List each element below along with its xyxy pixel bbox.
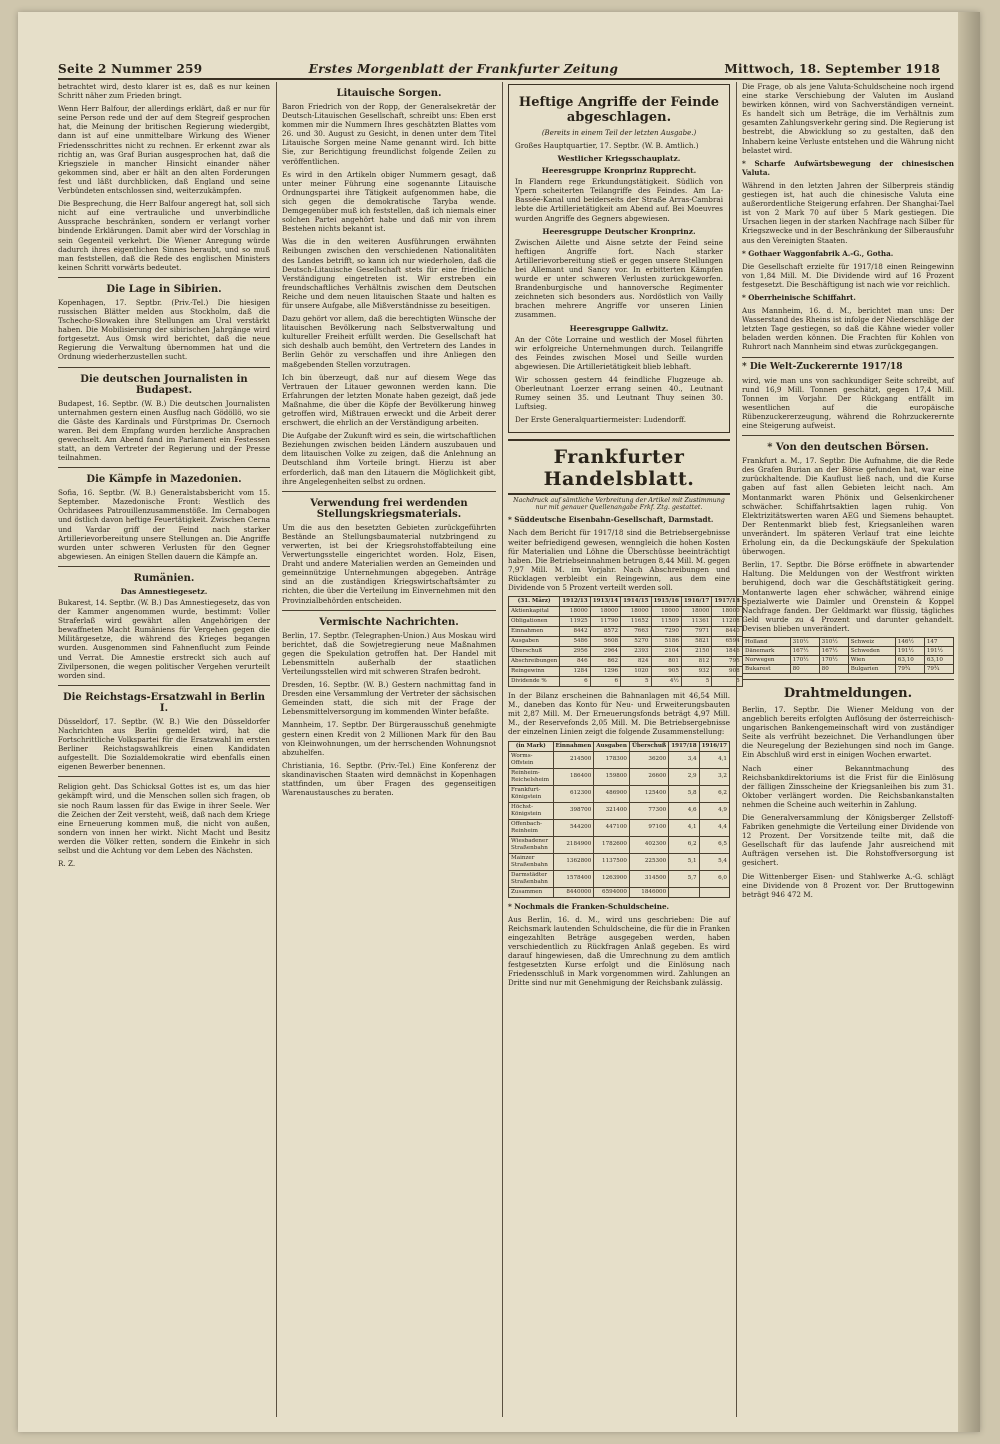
table-cell: 6 (590, 677, 620, 687)
paragraph: Christiania, 16. Septbr. (Priv.-Tel.) Eine Konferenz der skandinavischen Staaten wird demnächst in Kopenhagen stattfinden, um über Fragen des gegenseitigen Warenaustausches zu beraten. (282, 760, 496, 798)
table-cell: 26600 (629, 768, 668, 785)
report-signature: Der Erste Generalquartiermeister: Ludendorff. (515, 415, 686, 425)
page-number: Seite 2 Nummer 259 (58, 62, 203, 76)
table-cell: 486900 (594, 785, 630, 802)
paragraph: Düsseldorf, 17. Septbr. (W. B.) Wie den Düsseldorfer Nachrichten aus Berlin gemeldet wird, hat die Fortschrittliche Volkspartei für die Ersatzwahl im ersten Berliner Reichstagswahlkreis einen Kandidaten aufgestellt. Die Sozialdemokratie wird ebenfalls einen eigenen Bewerber benennen. (58, 716, 270, 772)
table-cell: Abschreibungen (509, 657, 560, 667)
table-cell: 147 (924, 637, 953, 646)
table-cell: 2104 (651, 647, 681, 657)
table-cell: 4,1 (669, 819, 699, 836)
column-rule (502, 82, 503, 1417)
subheadline-amnesty: Das Amnestiegesetz. (120, 586, 208, 596)
table-cell: 225300 (629, 853, 668, 870)
table-cell: 3,2 (699, 768, 729, 785)
masthead-rule (58, 78, 940, 80)
table-header: Ausgaben (594, 741, 630, 751)
paragraph: Dazu gehört vor allem, daß die berechtigten Wünsche der litauischen Bevölkerung nach Selbstverwaltung und kultureller Freiheit erfüllt werden. Die Gesellschaft hat sich deshalb auch bemüht, den Vertretern des Landes in Berlin Gehör zu verschaffen und ihre Anliegen den maßgebenden Stellen vorzutragen. (282, 314, 496, 369)
headline-misc: Vermischte Nachrichten. (319, 616, 459, 628)
table-cell: 612300 (553, 785, 594, 802)
table-cell: 178300 (594, 751, 630, 768)
table-cell: 6,2 (669, 836, 699, 853)
newspaper-name: Erstes Morgenblatt der Frankfurter Zeitung (308, 62, 619, 76)
paragraph: Die Wittenberger Eisen- und Stahlwerke A.-G. schlägt eine Dividende von 8 Prozent vor. Der Bruttogewinn beträgt 946 472 M. (742, 871, 954, 899)
table-cell: 1137500 (594, 853, 630, 870)
table-cell: 79¾ (924, 664, 953, 673)
table-cell: 5270 (621, 637, 651, 647)
table-cell: 846 (560, 657, 590, 667)
table-cell: 18000 (560, 607, 590, 617)
table-cell: 932 (681, 667, 711, 677)
dateline: Großes Hauptquartier, 17. Septbr. (W. B. Amtlich.) (515, 141, 699, 151)
divider (282, 491, 496, 492)
table-cell: 908 (712, 667, 742, 677)
table-row (509, 836, 730, 853)
table-cell: 146½ (895, 637, 924, 646)
table-header: 1913/14 (590, 597, 620, 607)
table-cell: 8440 (712, 627, 742, 637)
divider (58, 566, 270, 567)
table-cell: Aktienkapital (509, 607, 560, 617)
paragraph: Die Gesellschaft erzielte für 1917/18 einen Reingewinn von 1,84 Mill. M. Die Dividende wird auf 16 Prozent festgesetzt. Die Beschäftigung ist nach wie vor reichlich. (742, 261, 954, 289)
paragraph: Berlin, 17. Septbr. Die Wiener Meldung von der angeblich bereits erfolgten Auflösung der österreichisch-ungarischen Bankengemeinschaft wird von zuständiger Seite als verfrüht bezeichnet. Die Verhandlungen über die Neuregelung der Beziehungen sind noch im Gange. Ein Abschluß wird erst in einigen Wochen erwartet. (742, 704, 954, 760)
table-cell: 1846 (712, 647, 742, 657)
paragraph: wird, wie man uns von sachkundiger Seite schreibt, auf rund 16,9 Mill. Tonnen geschätzt, gegen 17,4 Mill. Tonnen im Vorjahr. Der Rückgang entfällt im wesentlichen auf die europäische Rübenzuckererzeugung, während die Rohrzuckerernte eine Steigerung aufweist. (742, 375, 954, 431)
table-cell: 63,10 (924, 655, 953, 664)
table-cell: Höchst-Königstein (509, 802, 554, 819)
divider (58, 685, 270, 686)
headline-attacks: Heftige Angriffe der Feinde abgeschlagen. (518, 95, 720, 125)
headline-reichstag: Die Reichstags-Ersatzwahl in Berlin I. (62, 691, 266, 714)
table-cell: 8572 (590, 627, 620, 637)
table-row (509, 819, 730, 836)
army-group: Heeresgruppe Gallwitz. (569, 323, 669, 333)
table-cell: 18000 (681, 607, 711, 617)
table-row (743, 655, 954, 664)
table-cell: 2393 (621, 647, 651, 657)
table-cell: 191½ (895, 646, 924, 655)
table-cell: 7971 (681, 627, 711, 637)
headline-gotha: * Gothaer Waggonfabrik A.-G., Gotha. (742, 248, 894, 258)
paragraph: Wir schossen gestern 44 feindliche Flugzeuge ab. Oberleutnant Loerzer errang seinen 40., Leutnant Rumey seinen 35. und Leutnant Thuy seinen 30. Luftsieg. (515, 374, 723, 412)
column-2 (282, 82, 496, 1417)
column-rule (736, 82, 737, 1417)
table-cell: Reinheim-Reichelsheim (509, 768, 554, 785)
table-cell: 18000 (712, 607, 742, 617)
table-cell: Reingewinn (509, 667, 560, 677)
table-header: 1917/18 (712, 597, 742, 607)
table-cell: 3,4 (669, 751, 699, 768)
table-row (509, 617, 743, 627)
headline-materials: Verwendung frei werdenden Stellungskriegsmaterials. (310, 497, 468, 520)
divider (58, 367, 270, 368)
table-cell: 310½ (819, 637, 848, 646)
table-cell: 544200 (553, 819, 594, 836)
table-cell: 398700 (553, 802, 594, 819)
column-1 (58, 82, 270, 1417)
table-cell: Bukarest (743, 664, 791, 673)
table-cell: 80 (819, 664, 848, 673)
paragraph: Aus Berlin, 16. d. M., wird uns geschrieben: Die auf Reichsmark lautenden Schuldscheine, die für die in Franken eingezahlten Beträge ausgegeben werden, haben verschiedentlich zu Rückfragen Anlaß gegeben. Es wird darauf hingewiesen, daß die Umrechnung zu dem amtlich festgesetzten Kurse erfolgt und die Einlösung nach Friedensschluß in Mark vorgenommen wird. Zahlungen an Dritte sind nur mit Genehmigung der Reichsbank zulässig. (508, 914, 730, 988)
table-row (509, 637, 743, 647)
paragraph: Was die in den weiteren Ausführungen erwähnten Reibungen zwischen den verschiedenen Nationalitäten des Landes betrifft, so kann ich nur wiederholen, daß die Deutsch-Litauische Gesellschaft stets für eine friedliche Verständigung eingetreten ist. Wir erstreben ein freundschaftliches Verhältnis zwischen dem Deutschen Reiche und dem neuen litauischen Staate und halten es für unsere Aufgabe, alle Mißverständnisse zu beseitigen. (282, 237, 496, 310)
table-cell: 5,8 (669, 785, 699, 802)
table-cell: 5486 (560, 637, 590, 647)
table-cell: 63,10 (895, 655, 924, 664)
divider (742, 435, 954, 436)
table-cell: 6594 (712, 637, 742, 647)
table-cell: 5,4 (699, 853, 729, 870)
table-cell: 812 (681, 657, 711, 667)
table-cell: 447100 (594, 819, 630, 836)
table-cell: Überschuß (509, 647, 560, 657)
table-cell: 6,2 (699, 785, 729, 802)
table-cell: 4,1 (699, 751, 729, 768)
railway-results-table (508, 596, 743, 687)
headline-china: * Scharfe Aufwärtsbewegung der chinesischen Valuta. (742, 158, 954, 177)
table-cell: 6 (560, 677, 590, 687)
table-cell: Einnahmen (509, 627, 560, 637)
table-cell (669, 887, 699, 897)
paragraph: Baron Friedrich von der Ropp, der Generalsekretär der Deutsch-Litauischen Gesellschaft, schreibt uns: Eben erst kommen mir die Nummern Ihres geschätzten Blattes vom 26. und 30. August zu Gesicht, in denen unter dem Titel Litauische Sorgen meine Name genannt wird. Ich bitte Sie, zur Berichtigung freundlichst folgende Zeilen zu veröffentlichen. (282, 102, 496, 166)
table-row (509, 802, 730, 819)
column-3 (508, 82, 740, 1417)
table-cell: 2184900 (553, 836, 594, 853)
table-cell: 11652 (621, 617, 651, 627)
table-cell: 5 (712, 677, 742, 687)
divider (742, 357, 954, 358)
table-cell: 321400 (594, 802, 630, 819)
table-cell: 5608 (590, 637, 620, 647)
table-cell: Schweiz (848, 637, 895, 646)
headline-western-front: Westlicher Kriegsschauplatz. (557, 154, 681, 164)
table-header: Überschuß (629, 741, 668, 751)
column-rule (276, 82, 277, 1417)
table-cell: 1020 (621, 667, 651, 677)
table-cell: Worms-Offstein (509, 751, 554, 768)
table-cell: 5821 (681, 637, 711, 647)
table-cell: 11790 (590, 617, 620, 627)
table-cell: 18000 (590, 607, 620, 617)
paragraph: Die Frage, ob als jene Valuta-Schuldscheine noch irgend eine starke Verschiebung der Valuten im Ausland bewirken können, wird von Sachverständigen verneint. Es handelt sich um Beträge, die im Verhältnis zum gesamten Zahlungsverkehr gering sind. Die Regierung ist bestrebt, die Abwicklung so zu gestalten, daß den Inhabern keine Verluste entstehen und die Währung nicht belastet wird. (742, 82, 954, 155)
paragraph: Bukarest, 14. Septbr. (W. B.) Das Amnestiegesetz, das von der Kammer angenommen wurde, bestimmt: Voller Straferlaß wird gewährt allen Angehörigen der bewaffneten Macht Rumäniens für Vergehen gegen die Militärgesetze, die während des Krieges begangen wurden. Ausgenommen sind Fahnenflucht zum Feinde und Verrat. Die Amnestie erstreckt sich auch auf Zivilpersonen, die wegen politischer Vergehen verurteilt worden sind. (58, 597, 270, 680)
table-cell: 7663 (621, 627, 651, 637)
table-cell: 167½ (790, 646, 819, 655)
paragraph: Ich bin überzeugt, daß nur auf diesem Wege das Vertrauen der Litauer gewonnen werden kann. Die Erfahrungen der letzten Monate haben gezeigt, daß jede Maßnahme, die über die Köpfe der Bevölkerung hinweg getroffen wird, Mißtrauen erweckt und die Arbeit derer erschwert, die ehrlich an der Verständigung arbeiten. (282, 372, 496, 428)
table-cell: 5,1 (669, 853, 699, 870)
table-cell: 4,4 (699, 819, 729, 836)
page-edge (958, 12, 980, 1432)
paragraph: Die Aufgabe der Zukunft wird es sein, die wirtschaftlichen Beziehungen zwischen beiden Ländern auszubauen und dem litauischen Volke zu zeigen, daß die Anlehnung an Deutschland ihm Vorteile bringt. Hierzu ist aber erforderlich, daß man den Litauern die Möglichkeit gibt, ihre Angelegenheiten selbst zu ordnen. (282, 431, 496, 486)
table-cell: 310½ (790, 637, 819, 646)
table-cell: 6,0 (699, 870, 729, 887)
table-cell: 97100 (629, 819, 668, 836)
table-cell: 186400 (553, 768, 594, 785)
table-cell: Ausgaben (509, 637, 560, 647)
table-row (743, 637, 954, 646)
table-cell: 159800 (594, 768, 630, 785)
table-cell: 2150 (681, 647, 711, 657)
paragraph: An der Côte Lorraine und westlich der Mosel führten wir erfolgreiche Unternehmungen durch. Teilangriffe des Feindes zwischen Mosel und Seille wurden abgewiesen. Die Artillerietätigkeit blieb lebhaft. (515, 334, 723, 371)
paragraph: Sofia, 16. Septbr. (W. B.) Generalstabsbericht vom 15. September. Mazedonische Front: Westlich des Ochridasees Patrouillenzusammenstöße. Im Cernabogen und östlich davon heftige Feuertätigkeit. Zwischen Cerna und Vardar griff der Feind nach starker Artillerievorbereitung unsere Stellungen an. Die Angriffe wurden unter schweren Verlusten für den Gegner abgewiesen. An einigen Stellen dauern die Kämpfe an. (58, 488, 270, 561)
paragraph: Berlin, 17. Septbr. (Telegraphen-Union.) Aus Moskau wird berichtet, daß die Sowjetregierung neue Maßnahmen gegen die Spekulation getroffen hat. Der Handel mit Lebensmitteln außerhalb der staatlichen Verteilungsstellen wird mit schweren Strafen bedroht. (282, 630, 496, 676)
table-row (509, 607, 743, 617)
masthead (58, 58, 940, 76)
table-cell: 79¾ (895, 664, 924, 673)
table-cell: Schweden (848, 646, 895, 655)
headline-franc: * Nochmals die Franken-Schuldscheine. (508, 901, 670, 911)
table-cell: 11208 (712, 617, 742, 627)
table-cell: 7290 (651, 627, 681, 637)
table-cell: 6,5 (699, 836, 729, 853)
article-continuation: betrachtet wird, desto klarer ist es, daß es nur keinen Schritt näher zum Frieden bringt. (58, 82, 270, 101)
paragraph: Mannheim, 17. Septbr. Der Bürgerausschuß genehmigte gestern einen Kredit von 2 Millionen Mark für den Bau von Kleinwohnungen, um der herrschenden Wohnungsnot abzuhelfen. (282, 720, 496, 757)
paragraph: Aus Mannheim, 16. d. M., berichtet man uns: Der Wasserstand des Rheins ist infolge der Niederschläge der letzten Tage gestiegen, so daß die Kähne wieder voller beladen werden können. Die Frachten für Kohlen von Ruhrort nach Mannheim sind etwas zurückgegangen. (742, 306, 954, 352)
table-cell: 11361 (681, 617, 711, 627)
table-cell: 801 (651, 657, 681, 667)
headline-macedonia: Die Kämpfe in Mazedonien. (86, 474, 242, 486)
headline-sugar: * Die Welt-Zuckerernte 1917/18 (742, 361, 903, 372)
table-cell: 1362800 (553, 853, 594, 870)
headline-wire: Drahtmeldungen. (783, 685, 913, 701)
table-header: (31. März) (509, 597, 560, 607)
table-row (509, 657, 743, 667)
table-cell (699, 887, 729, 897)
paragraph: Berlin, 17. Septbr. Die Börse eröffnete in abwartender Haltung. Die Meldungen von der Westfront wirkten beruhigend, doch war die Geschäftstätigkeit gering. Montanwerte lagen eher schwächer, während einige Spezialwerte wie Daimler und Orenstein & Koppel Nachfrage fanden. Der Geldmarkt war flüssig, tägliches Geld wurde zu 4 Prozent und darunter gehandelt. Devisen blieben unverändert. (742, 560, 954, 633)
table-cell: 795 (712, 657, 742, 667)
table-cell: Holland (743, 637, 791, 646)
headline-railway: * Süddeutsche Eisenbahn-Gesellschaft, Darmstadt. (508, 515, 714, 525)
table-header: 1914/15 (621, 597, 651, 607)
table-cell: Zusammen (509, 887, 554, 897)
table-cell: 170½ (819, 655, 848, 664)
table-cell: 1296 (590, 667, 620, 677)
paragraph: Frankfurt a. M., 17. Septbr. Die Aufnahme, die die Rede des Grafen Burian an der Börse gefunden hat, war eine zurückhaltende. Die Kauflust ließ nach, und die Kurse gaben auf fast allen Gebieten leicht nach. Am Montanmarkt waren Phönix und Gelsenkirchener schwächer. Schiffahrtsaktien lagen ruhig. Von Elektrizitätswerten waren AEG und Siemens behauptet. Der Rentenmarkt blieb fest, Kriegsanleihen waren unverändert. Im späteren Verlauf trat eine leichte Erholung ein, da die Deckungskäufe der Spekulation überwogen. (742, 456, 954, 557)
table-cell: 314500 (629, 870, 668, 887)
table-header: (in Mark) (509, 741, 554, 751)
table-cell: 1846000 (629, 887, 668, 897)
table-row (509, 751, 730, 768)
headline-rhine: * Oberrheinische Schiffahrt. (742, 292, 856, 302)
table-row (509, 677, 743, 687)
table-cell: 125400 (629, 785, 668, 802)
table-row (509, 853, 730, 870)
table-cell: 170½ (790, 655, 819, 664)
table-cell: 36200 (629, 751, 668, 768)
newspaper-page (18, 12, 980, 1432)
table-header: 1915/16 (651, 597, 681, 607)
divider (58, 776, 270, 777)
table-cell: 5186 (651, 637, 681, 647)
table-row (509, 870, 730, 887)
army-group: Heeresgruppe Kronprinz Rupprecht. (541, 166, 697, 176)
table-cell: 18000 (621, 607, 651, 617)
paragraph: Nach einer Bekanntmachung des Reichsbankdirektoriums ist die Frist für die Einlösung der fälligen Zinsscheine der Kriegsanleihen bis zum 31. Oktober verlängert worden. Die Reichsbankanstalten nehmen die Scheine auch weiterhin in Zahlung. (742, 763, 954, 809)
table-cell: 2964 (590, 647, 620, 657)
section-banner: Frankfurter Handelsblatt. (508, 439, 730, 495)
paragraph: Die Generalversammlung der Königsberger Zellstoff-Fabriken genehmigte die Verteilung einer Dividende von 12 Prozent. Der Vorsitzende teilte mit, daß die Gesellschaft für das laufende Jahr ausreichend mit Aufträgen versehen ist. Die Rohstoffversorgung ist gesichert. (742, 813, 954, 868)
paragraph: Um die aus den besetzten Gebieten zurückgeführten Bestände an Stellungsbaumaterial nutzbringend zu verwerten, ist bei der Kriegsrohstoffabteilung eine Verwertungsstelle eingerichtet worden. Holz, Eisen, Draht und andere Materialien werden an Gemeinden und gemeinnützige Unternehmungen abgegeben. Anträge sind an die zuständigen Kriegswirtschaftsämter zu richten, die über die Verteilung im Einvernehmen mit den Provinzialbehörden entscheiden. (282, 522, 496, 605)
banner-note: Nachdruck auf sämtliche Verbreitung der Artikel mit Zustimmung nur mit genauer Quellenangabe Frkf. Ztg. gestattet. (513, 497, 725, 512)
table-cell: 214500 (553, 751, 594, 768)
table-cell: Dividende % (509, 677, 560, 687)
divider (742, 679, 954, 680)
table-cell: 18000 (651, 607, 681, 617)
signature: R. Z. (58, 859, 76, 869)
table-cell: 77300 (629, 802, 668, 819)
subheadline: (Bereits in einem Teil der letzten Ausgabe.) (541, 129, 697, 137)
army-group: Heeresgruppe Deutscher Kronprinz. (542, 226, 696, 236)
table-cell: 80 (790, 664, 819, 673)
headline-lithuania: Litauische Sorgen. (336, 88, 442, 99)
column-4 (742, 82, 954, 1417)
table-cell: Offenbach-Reinheim (509, 819, 554, 836)
table-cell: 4,9 (699, 802, 729, 819)
table-cell: 1263900 (594, 870, 630, 887)
table-cell: 8440000 (553, 887, 594, 897)
table-cell: 905 (651, 667, 681, 677)
table-cell: 1578400 (553, 870, 594, 887)
table-row (509, 647, 743, 657)
table-cell: 5,7 (669, 870, 699, 887)
table-cell: 5 (681, 677, 711, 687)
issue-date: Mittwoch, 18. September 1918 (724, 62, 940, 76)
table-header: 1917/18 (669, 741, 699, 751)
table-cell: 402300 (629, 836, 668, 853)
table-row (509, 785, 730, 802)
table-cell: 1284 (560, 667, 590, 677)
headline-siberia: Die Lage in Sibirien. (106, 283, 222, 295)
paragraph: In der Bilanz erscheinen die Bahnanlagen mit 46,54 Mill. M., daneben das Konto für Neu- und Erweiterungsbauten mit 2,87 Mill. M. Der Erneuerungsfonds beträgt 4,97 Mill. M., der Reservefonds 2,05 Mill. M. Die Betriebsergebnisse der einzelnen Linien zeigt die folgende Zusammenstellung: (508, 691, 730, 737)
table-header: 1916/17 (681, 597, 711, 607)
table-row (509, 768, 730, 785)
paragraph: Wenn Herr Balfour, der allerdings erklärt, daß er nur für seine Person rede und der auf dem Stegreif gesprochen hat, die Meinung der britischen Regierung wiedergibt, dann ist auf eine unmittelbare Wirkung des Wiener Friedensschrittes nicht zu rechnen. Er erkennt zwar als richtig an, was Graf Burian ausgesprochen hat, daß die Kriegsziele in mancher Hinsicht einander näher gekommen sind, aber er hält an den alten Forderungen fest und läßt durchblicken, daß England und seine Verbündeten entschlossen sind, weiterzukämpfen. (58, 104, 270, 196)
table-cell: 1782600 (594, 836, 630, 853)
table-cell: 2956 (560, 647, 590, 657)
paragraph: In Flandern rege Erkundungstätigkeit. Südlich von Ypern scheiterten Teilangriffe des Feindes. Am La-Bassée-Kanal und beiderseits der Straße Arras-Cambrai lebte die Artillerietätigkeit am Abend auf. Bei Moeuvres wurden Angriffe des Gegners abgewiesen. (515, 177, 723, 223)
table-cell: Dänemark (743, 646, 791, 655)
paragraph: Die Besprechung, die Herr Balfour angeregt hat, soll sich nicht auf eine vertrauliche und unverbindliche Aussprache beschränken, sondern er verlangt vorher bindende Erklärungen. Damit aber wird der Vorschlag in sein Gegenteil verkehrt. Die Wiener Anregung würde dadurch ihres eigentlichen Sinnes beraubt, und so muß man feststellen, daß die Rede des englischen Ministers keinen Schritt vorwärts bedeutet. (58, 199, 270, 272)
headline-romania: Rumänien. (133, 572, 195, 584)
table-row (509, 627, 743, 637)
paragraph: Religion geht. Das Schicksal Gottes ist es, um das hier gekämpft wird, und die Menschen sollen sich fragen, ob sie noch Raum lassen für das Ewige in ihrer Seele. Wer die Zeichen der Zeit versteht, weiß, daß nach dem Kriege eine Erneuerung kommen muß, die nicht von außen, sondern von innen her wirkt. Nicht Macht und Besitz werden die Völker retten, sondern die Einkehr in sich selbst und die Achtung vor dem Leben des Nächsten. (58, 782, 270, 855)
table-cell: 4,6 (669, 802, 699, 819)
paragraph: Dresden, 16. Septbr. (W. B.) Gestern nachmittag fand in Dresden eine Versammlung der Vertreter der sächsischen Gemeinden statt, die sich mit der Frage der Lebensmittelversorgung im kommenden Winter befaßte. (282, 680, 496, 717)
table-header: 1912/13 (560, 597, 590, 607)
table-header: 1916/17 (699, 741, 729, 751)
table-row (743, 646, 954, 655)
table-cell: 11925 (560, 617, 590, 627)
table-cell: Frankfurt-Königstein (509, 785, 554, 802)
table-cell: Obligationen (509, 617, 560, 627)
headline-exchange: * Von den deutschen Börsen. (767, 442, 929, 454)
table-row (743, 664, 954, 673)
divider (282, 610, 496, 611)
table-cell: 6594000 (594, 887, 630, 897)
table-cell: 4½ (651, 677, 681, 687)
table-cell: Wiesbadener Straßenbahn (509, 836, 554, 853)
paragraph: Es wird in den Artikeln obiger Nummern gesagt, daß unter meiner Führung eine sogenannte Litauische Ordnungspartei ihre Tätigkeit aufgenommen habe, die sich gegen die demokratische Taryba wende. Demgegenüber muß ich feststellen, daß ich niemals einer solchen Partei angehört habe und daß mir von ihrem Bestehen nichts bekannt ist. (282, 169, 496, 234)
table-cell: Norwegen (743, 655, 791, 664)
table-cell: 824 (621, 657, 651, 667)
table-cell: 5 (621, 677, 651, 687)
table-cell: 167½ (819, 646, 848, 655)
railway-lines-table (508, 741, 730, 898)
paragraph: Budapest, 16. Septbr. (W. B.) Die deutschen Journalisten unternahmen gestern einen Ausflug nach Gödöllö, wo sie die Gäste des Kardinals und Fürstprimas Dr. Csernoch waren. Bei dem Empfang wurden herzliche Ansprachen gewechselt. Am Abend fand im Parlament ein Festessen statt, an dem Vertreter der Regierung und der Presse teilnahmen. (58, 398, 270, 463)
table-row (509, 667, 743, 677)
table-header: Einnahmen (553, 741, 594, 751)
table-cell: 8442 (560, 627, 590, 637)
exchange-rates-table (742, 637, 954, 674)
divider (58, 277, 270, 278)
table-cell: Wien (848, 655, 895, 664)
headline-journalists: Die deutschen Journalisten in Budapest. (80, 373, 248, 396)
divider (58, 467, 270, 468)
table-cell: 191½ (924, 646, 953, 655)
table-row (509, 887, 730, 897)
paragraph: Kopenhagen, 17. Septbr. (Priv.-Tel.) Die hiesigen russischen Blätter melden aus Stockholm, daß die Tschecho-Slowaken ihre Stellungen am Ural verstärkt haben. Die Mobilisierung der sibirischen Jahrgänge wird fortgesetzt. Aus Omsk wird berichtet, daß die neue Regierung die Verwaltung übernommen hat und die Ordnung wiederherzustellen sucht. (58, 297, 270, 362)
table-cell: Darmstädter Straßenbahn (509, 870, 554, 887)
table-cell: 11509 (651, 617, 681, 627)
war-report-box (508, 84, 730, 433)
table-cell: 2,9 (669, 768, 699, 785)
table-cell: Mainzer Straßenbahn (509, 853, 554, 870)
table-cell: 862 (590, 657, 620, 667)
paragraph: Nach dem Bericht für 1917/18 sind die Betriebsergebnisse weiter befriedigend gewesen, wenngleich die hohen Kosten für Materialien und Löhne die Überschüsse beeinträchtigt haben. Die Betriebseinnahmen betrugen 8,44 Mill. M. gegen 7,97 Mill. M. im Vorjahr. Nach Abschreibungen und Rücklagen verbleibt ein Reingewinn, aus dem eine Dividende von 5 Prozent verteilt werden soll. (508, 528, 730, 592)
paragraph: Während in den letzten Jahren der Silberpreis ständig gestiegen ist, hat auch die chinesische Valuta eine außerordentliche Steigerung erfahren. Der Shanghai-Tael ist von 2 Mark 70 auf über 5 Mark gestiegen. Die Ursachen liegen in der starken Nachfrage nach Silber für Kriegszwecke und in der Beschränkung der Silberausfuhr aus den Vereinigten Staaten. (742, 180, 954, 245)
table-cell: Bulgarien (848, 664, 895, 673)
paragraph: Zwischen Ailette und Aisne setzte der Feind seine heftigen Angriffe fort. Nach starker Artillerievorbereitung stieß er gegen unsere Stellungen bei Allemant und Sancy vor. In erbitterten Kämpfen wurde er unter schweren Verlusten zurückgeworfen. Brandenburgische und hannoversche Regimenter zeichneten sich besonders aus. Nordöstlich von Vailly brachen mehrere Angriffe vor unseren Linien zusammen. (515, 237, 723, 320)
